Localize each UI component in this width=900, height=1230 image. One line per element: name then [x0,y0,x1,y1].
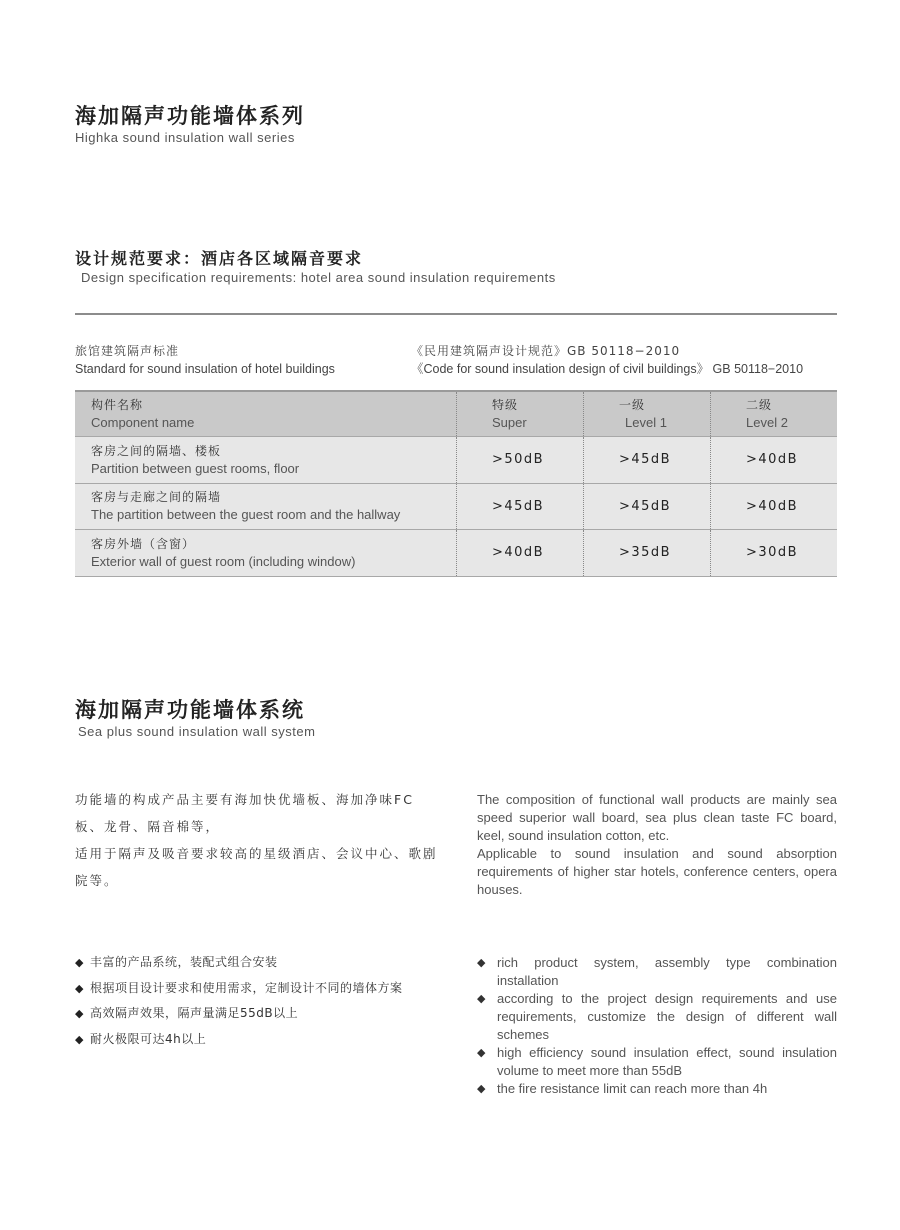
row-level2 [710,437,837,483]
feature-item [75,1027,455,1053]
features-list-cn [75,950,455,1052]
value-super: >45dB [492,498,545,514]
header-level2-cn: 二级 [746,398,773,412]
insulation-requirements-table [75,390,837,577]
feature-text: 高效隔声效果，隔声量满足55dB以上 [90,1006,299,1020]
system-title-cn: 海加隔声功能墙体系统 [75,698,305,722]
value-level1: >45dB [619,452,672,468]
diamond-bullet-icon: ◆ [477,957,486,969]
row-component-cn: 客房外墙（含窗） [91,536,196,551]
description-cn-paragraph-1: 功能墙的构成产品主要有海加快优墙板、海加净味FC板、龙骨、隔音棉等， [75,792,414,834]
system-title-en: Sea plus sound insulation wall system [78,724,316,739]
feature-text: 根据项目设计要求和使用需求，定制设计不同的墙体方案 [90,980,403,995]
header-level1-cn: 一级 [619,398,646,412]
diamond-bullet-icon: ◆ [477,1047,486,1059]
value-super: >40dB [492,545,545,561]
description-cn [75,786,440,894]
header-level2 [710,392,837,436]
header-component [75,392,456,436]
value-level1: >45dB [619,498,672,514]
feature-text: according to the project design requirements and use requirements, customize the design of different wall schemes [497,991,837,1042]
row-level1 [583,437,710,483]
header-super-en: Super [492,415,527,430]
header-level2-en: Level 2 [746,415,788,430]
diamond-bullet-icon: ◆ [75,1032,84,1046]
feature-item [75,950,455,976]
features-list-en [477,954,837,1098]
row-component [75,484,456,530]
header-level1-en: Level 1 [625,415,667,430]
description-cn-paragraph-2: 适用于隔声及吸音要求较高的星级酒店、会议中心、歌剧院等。 [75,846,438,888]
series-title-en: Highka sound insulation wall series [75,130,295,145]
value-level2: >30dB [746,545,799,561]
row-component [75,530,456,576]
row-super [456,484,583,530]
standard-name-cn: 旅馆建筑隔声标准 [75,344,180,358]
row-level1 [583,484,710,530]
table-row [75,530,837,577]
standard-code-en: 《Code for sound insulation design of civil buildings》 GB 50118−2010 [411,362,804,376]
value-level2: >40dB [746,452,799,468]
feature-item [477,1080,837,1098]
row-level1 [583,530,710,576]
value-super: >50dB [492,452,545,468]
table-row [75,484,837,531]
spec-section-title-en: Design specification requirements: hotel area sound insulation requirements [81,270,556,285]
feature-text: high efficiency sound insulation effect, sound insulation volume to meet more than 55dB [497,1045,837,1078]
series-title-cn: 海加隔声功能墙体系列 [75,104,305,128]
feature-text: rich product system, assembly type combination installation [497,955,837,988]
feature-item [477,990,837,1044]
description-en-paragraph-2: Applicable to sound insulation and sound absorption requirements of higher star hotels, conference centers, opera houses. [477,846,837,897]
row-component-cn: 客房与走廊之间的隔墙 [91,490,222,505]
row-super [456,530,583,576]
standard-code-cn: 《民用建筑隔声设计规范》GB 50118−2010 [411,344,681,358]
section-divider [75,313,837,315]
description-en-paragraph-1: The composition of functional wall products are mainly sea speed superior wall board, sea plus clean taste FC board, keel, sound insulation cotton, etc. [477,792,837,843]
header-level1 [583,392,710,436]
diamond-bullet-icon: ◆ [477,1083,486,1095]
spec-section-title-cn: 设计规范要求：酒店各区域隔音要求 [75,249,364,268]
row-level2 [710,530,837,576]
row-super [456,437,583,483]
feature-text: 丰富的产品系统，装配式组合安装 [90,955,278,969]
header-component-cn: 构件名称 [91,398,144,412]
row-component-en: Exterior wall of guest room (including window) [91,553,356,569]
feature-item [75,1001,455,1027]
description-en [477,791,837,899]
table-header-row [75,392,837,437]
header-component-en: Component name [91,415,195,430]
diamond-bullet-icon: ◆ [75,956,84,969]
feature-item [75,976,455,1002]
feature-item [477,1044,837,1080]
diamond-bullet-icon: ◆ [75,1007,84,1020]
value-level2: >40dB [746,498,799,514]
row-component [75,437,456,483]
header-super-cn: 特级 [492,398,519,412]
row-component-cn: 客房之间的隔墙、楼板 [91,443,222,458]
feature-item [477,954,837,990]
row-level2 [710,484,837,530]
standard-name-en: Standard for sound insulation of hotel buildings [75,362,335,376]
feature-text: 耐火极限可达4h以上 [90,1031,207,1046]
feature-text: the fire resistance limit can reach more than 4h [497,1081,768,1096]
standard-code [411,342,803,378]
row-component-en: The partition between the guest room and the hallway [91,507,401,523]
value-level1: >35dB [619,545,672,561]
diamond-bullet-icon: ◆ [477,993,486,1005]
table-row [75,437,837,484]
diamond-bullet-icon: ◆ [75,981,84,995]
standard-name [75,342,335,378]
row-component-en: Partition between guest rooms, floor [91,460,300,476]
header-super [456,392,583,436]
